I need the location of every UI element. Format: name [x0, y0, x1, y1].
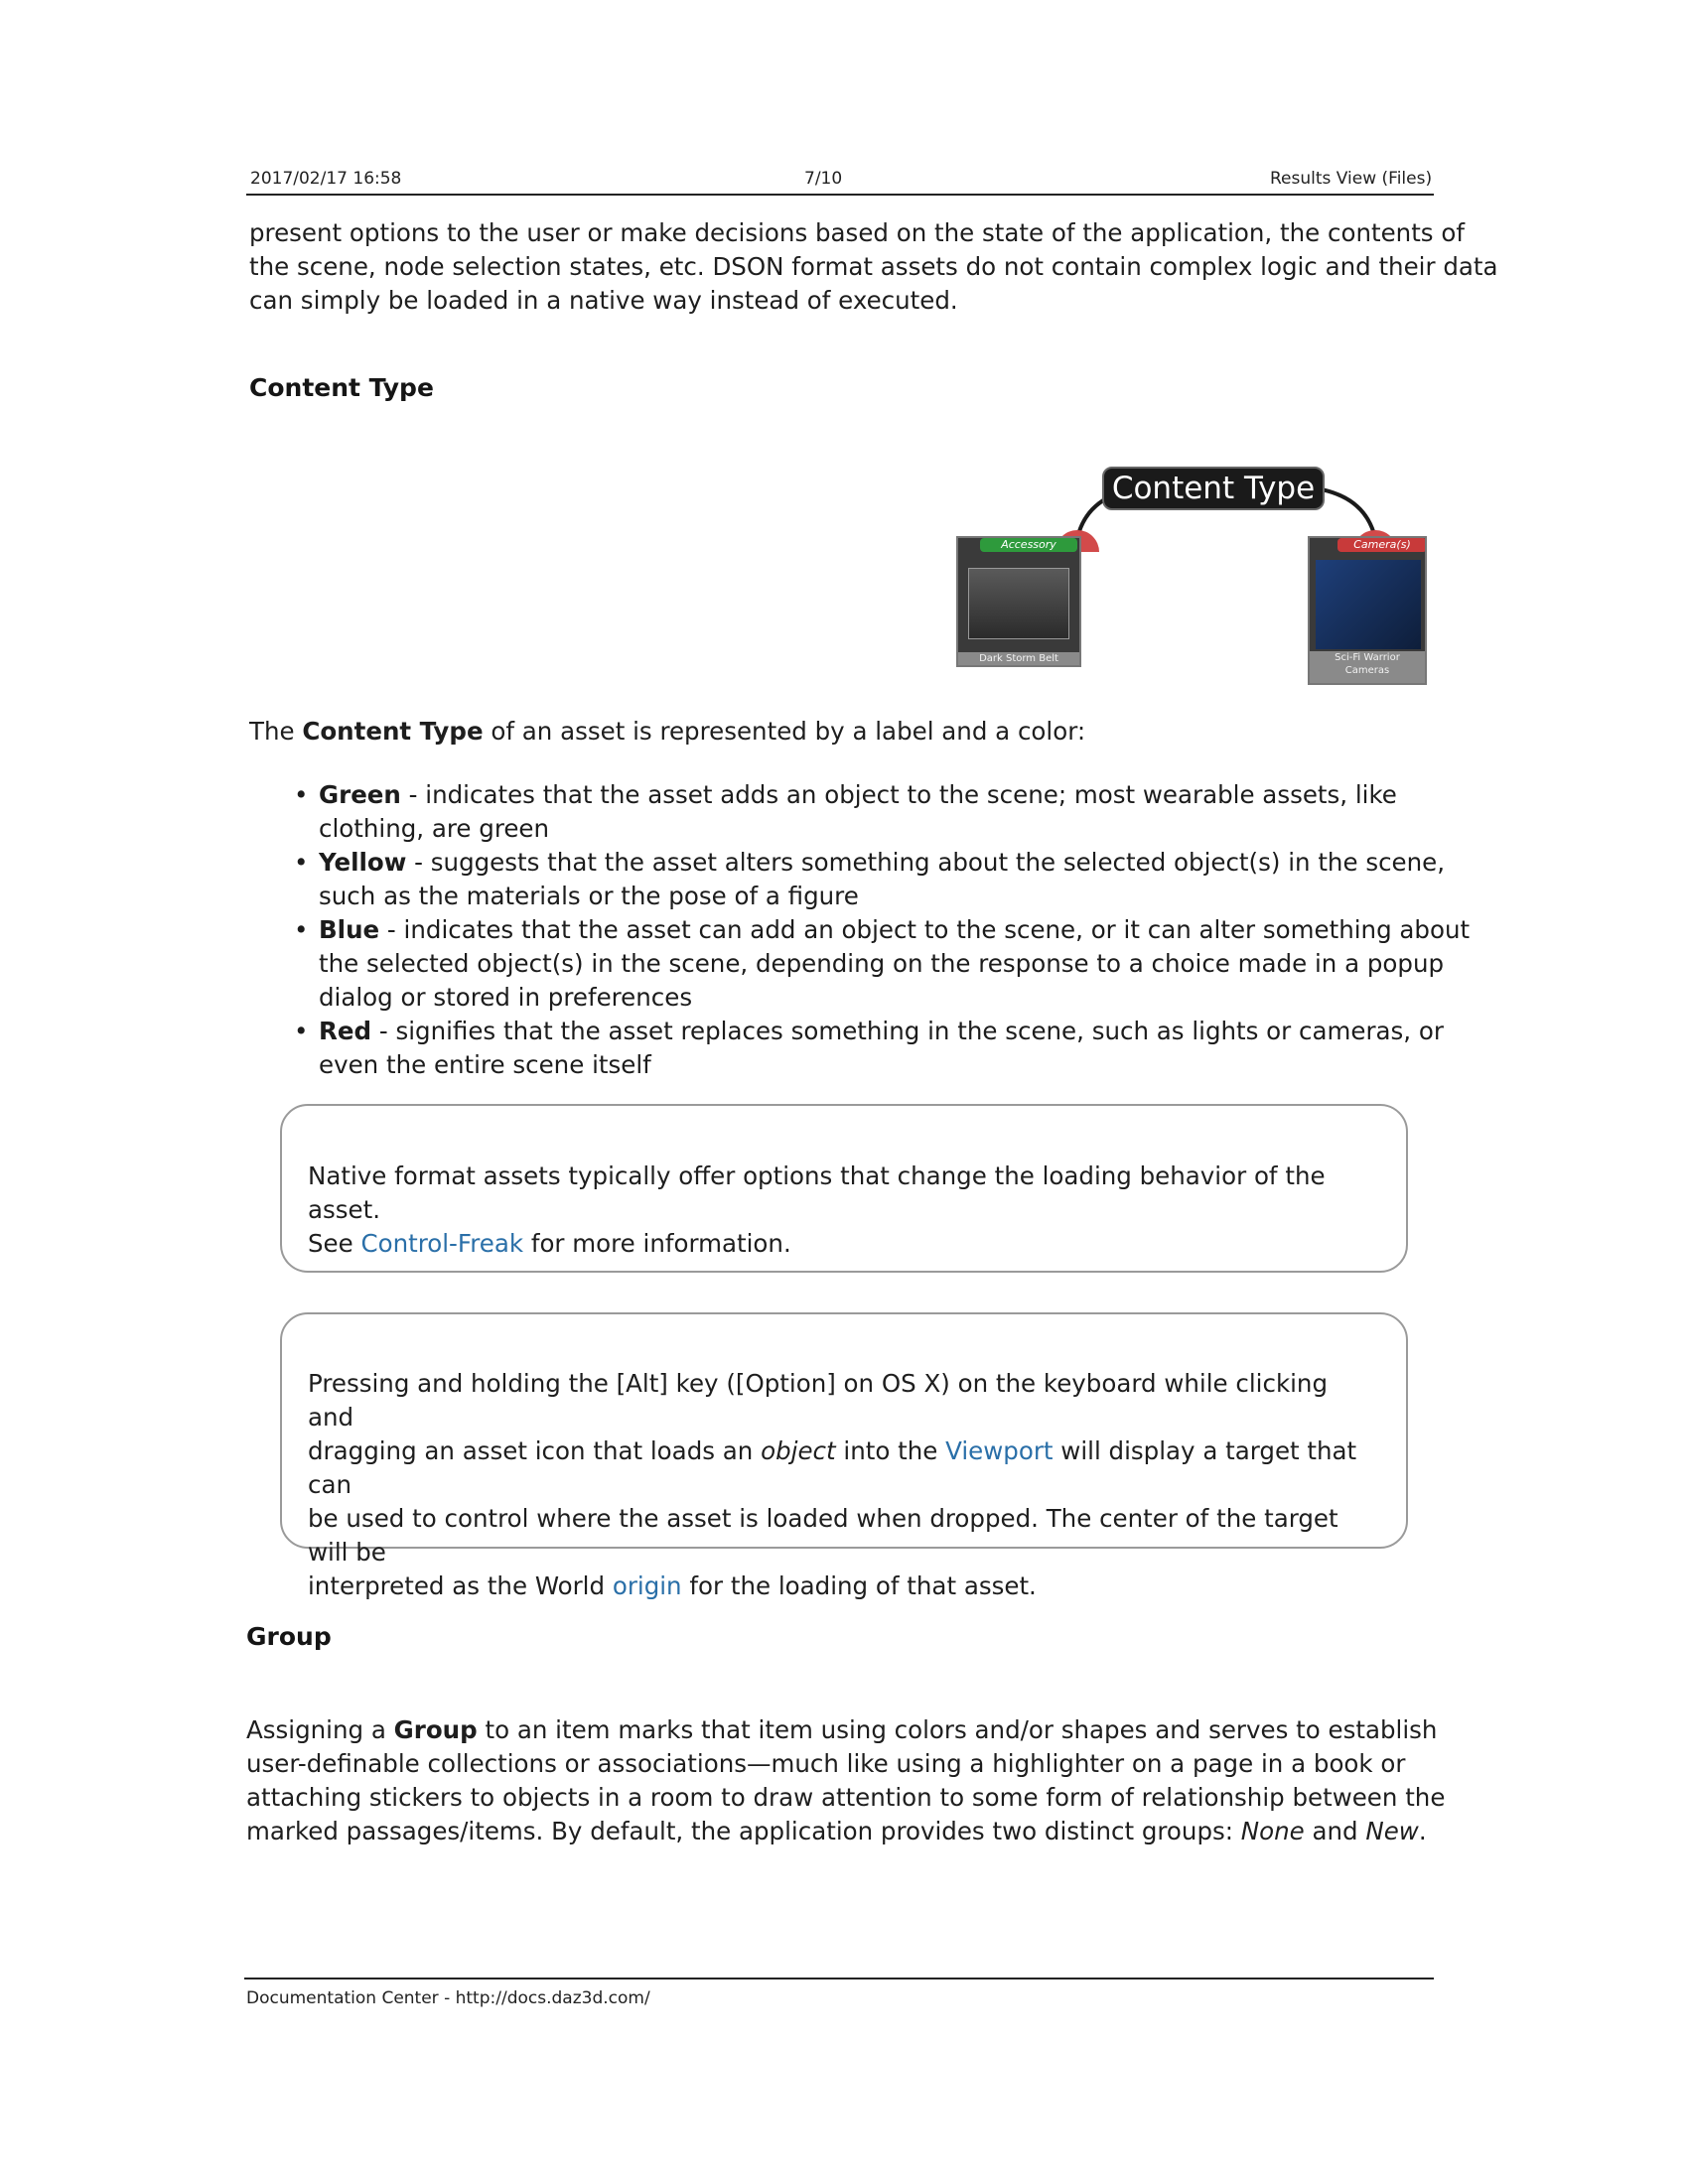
bullet-text: - indicates that the asset can add an object to the scene, or it can alter something about [379, 915, 1471, 944]
bullet-red [294, 1015, 1470, 1082]
note-text [308, 1160, 1380, 1261]
bullet-label: Red [319, 1017, 372, 1045]
group-line [246, 1713, 1445, 1747]
group-paragraph [246, 1713, 1445, 1848]
bullet-text: - indicates that the asset adds an object to the scene; most wearable assets, like [400, 780, 1397, 809]
bullet-dot: • [294, 848, 309, 877]
note-text-pre: dragging an asset icon that loads an [308, 1436, 762, 1465]
note-box-control-freak [280, 1104, 1408, 1273]
group-text-mid: and [1304, 1817, 1366, 1845]
sentence-pre: The [249, 717, 303, 746]
viewport-link[interactable]: Viewport [945, 1436, 1054, 1465]
sentence-bold: Content Type [302, 717, 484, 746]
group-text-bold: Group [393, 1715, 478, 1744]
note-line: be used to control where the asset is loaded when dropped. The center of the target will be [308, 1504, 1338, 1567]
accessory-caption: Dark Storm Belt [958, 652, 1079, 665]
intro-line: present options to the user or make decisions based on the state of the application, the contents of [249, 218, 1465, 247]
sentence-post: of an asset is represented by a label and a color: [483, 717, 1086, 746]
bullet-text: even the entire scene itself [319, 1050, 651, 1079]
note-text-mid: into the [835, 1436, 946, 1465]
note-box-alt-key [280, 1312, 1408, 1600]
intro-paragraph [249, 216, 1498, 318]
bullet-blue [294, 913, 1471, 1015]
content-type-sentence [249, 715, 1085, 749]
bullet-dot: • [294, 780, 309, 809]
bullet-text: - suggests that the asset alters something about the selected object(s) in the scene, [406, 848, 1446, 877]
header-page-number: 7/10 [804, 169, 843, 189]
accessory-tag: Accessory [980, 538, 1077, 552]
bullet-text: the selected object(s) in the scene, depending on the response to a choice made in a popup [319, 949, 1445, 978]
group-line: attaching stickers to objects in a room to draw attention to some form of relationship between the [246, 1783, 1446, 1812]
note-text-pre: See [308, 1229, 361, 1258]
content-type-bullet-list [294, 778, 1471, 1082]
bullet-text: - signifies that the asset replaces something in the scene, such as lights or cameras, or [371, 1017, 1444, 1045]
note-line: Pressing and holding the [Alt] key ([Option] on OS X) on the keyboard while clicking and [308, 1369, 1329, 1432]
group-text-pre: Assigning a [246, 1715, 394, 1744]
bullet-text: dialog or stored in preferences [319, 983, 693, 1012]
diagram-title-box: Content Type [1102, 467, 1325, 510]
group-text-pre: marked passages/items. By default, the application provides two distinct groups: [246, 1817, 1241, 1845]
header-section-title: Results View (Files) [1270, 169, 1433, 189]
camera-thumbnail [1308, 536, 1427, 685]
group-text-post: to an item marks that item using colors and/or shapes and serves to establish [477, 1715, 1438, 1744]
bullet-label: Yellow [319, 848, 407, 877]
bullet-dot: • [294, 915, 309, 944]
bullet-text: clothing, are green [319, 814, 550, 843]
camera-image [1316, 560, 1421, 649]
group-line [246, 1815, 1445, 1848]
origin-link[interactable]: origin [612, 1571, 682, 1600]
camera-tag: Camera(s) [1337, 538, 1427, 552]
bullet-green [294, 778, 1470, 846]
footer-rule [244, 1978, 1434, 1979]
bullet-yellow [294, 846, 1470, 913]
note-text-pre: interpreted as the World [308, 1571, 613, 1600]
note-line [308, 1434, 1380, 1502]
header-rule [246, 194, 1434, 196]
group-heading: Group [246, 1622, 332, 1651]
note-text-post: for the loading of that asset. [681, 1571, 1037, 1600]
content-type-heading: Content Type [249, 373, 434, 402]
note-text-post: for more information. [523, 1229, 791, 1258]
header-timestamp: 2017/02/17 16:58 [250, 169, 402, 189]
intro-line: can simply be loaded in a native way instead of executed. [249, 286, 958, 315]
intro-line: the scene, node selection states, etc. DSON format assets do not contain complex logic and their data [249, 252, 1498, 281]
note-line: Native format assets typically offer options that change the loading behavior of the asset. [308, 1161, 1326, 1224]
bullet-text: such as the materials or the pose of a figure [319, 882, 859, 910]
footer-text: Documentation Center - http://docs.daz3d.com/ [246, 1988, 650, 2008]
bullet-label: Blue [319, 915, 380, 944]
belt-image [968, 568, 1069, 639]
bullet-dot: • [294, 1017, 309, 1045]
note-text-post: will display a target that can [308, 1436, 1357, 1499]
note-line [308, 1570, 1380, 1603]
note-text [308, 1367, 1380, 1603]
control-freak-link[interactable]: Control-Freak [360, 1229, 524, 1258]
bullet-label: Green [319, 780, 401, 809]
group-line: user-definable collections or associations—much like using a highlighter on a page in a book or [246, 1749, 1406, 1778]
content-type-diagram [948, 457, 1445, 695]
note-text-italic: object [761, 1436, 836, 1465]
group-new-italic: New [1365, 1817, 1419, 1845]
camera-caption: Sci-Fi Warrior Cameras [1310, 651, 1425, 683]
accessory-thumbnail [956, 536, 1081, 667]
group-none-italic: None [1240, 1817, 1305, 1845]
note-line [308, 1227, 1380, 1261]
group-text-post: . [1418, 1817, 1427, 1845]
